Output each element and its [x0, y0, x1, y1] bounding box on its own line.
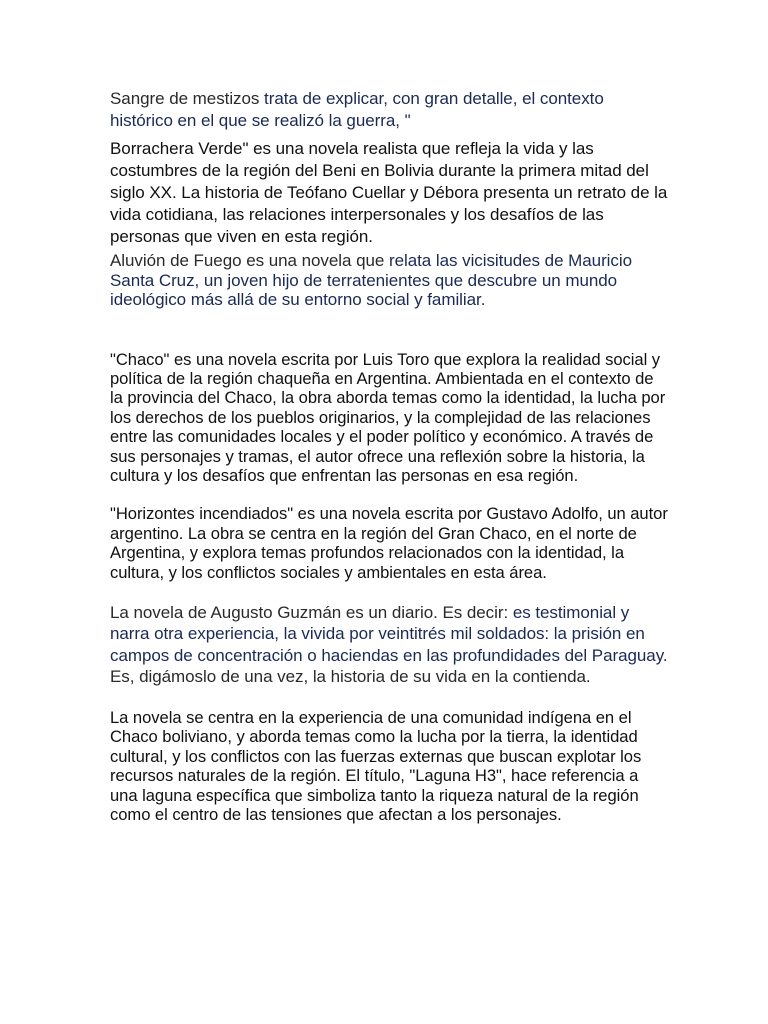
paragraph-aluvion-de-fuego: [110, 251, 670, 310]
paragraph-horizontes-incendiados: "Horizontes incendiados" es una novela escrita por Gustavo Adolfo, un autor argentino. La obra se centra en la región del Gran Chaco, en el norte de Argentina, y explora temas profundos relacionados con la identidad, la cultura, y los conflictos sociales y ambientales en esta área.: [110, 504, 668, 582]
paragraph-text: . Es, digámoslo de una vez, la historia de su vida en la contienda.: [110, 645, 668, 687]
paragraph-lead: Sangre de mestizos: [110, 89, 265, 108]
paragraph-quote: es testimonial y narra otra experiencia, la vivida por veintitrés mil soldados: la prisión en campos de concentración o haciendas en las profundidades del Paraguay: [110, 602, 663, 665]
paragraph-augusto-guzman: [110, 602, 670, 688]
paragraph-text: trata de explicar, con gran detalle, el contexto histórico en el que se realizó la guerra, ": [110, 89, 604, 130]
paragraph-text: relata las vicisitudes de Mauricio Santa Cruz, un joven hijo de terratenientes que descubre un mundo ideológico más allá de su entorno social y familiar.: [110, 251, 632, 309]
paragraph-chaco: "Chaco" es una novela escrita por Luis Toro que explora la realidad social y política de la región chaqueña en Argentina. Ambientada en el contexto de la provincia del Chaco, la obra aborda temas como la identidad, la lucha por los derechos de los pueblos originarios, y la complejidad de las relaciones entre las comunidades locales y el poder político y económico. A través de sus personajes y tramas, el autor ofrece una reflexión sobre la historia, la cultura y los desafíos que enfrentan las personas en esa región.: [110, 349, 666, 485]
paragraph-lead: Aluvión de Fuego es una novela que: [110, 251, 389, 270]
paragraph-laguna-h3: La novela se centra en la experiencia de una comunidad indígena en el Chaco boliviano, y aborda temas como la lucha por la tierra, la identidad cultural, y los conflictos con las fuerzas externas que buscan explotar los recursos naturales de la región. El título, "Laguna H3", hace referencia a una laguna específica que simboliza tanto la riqueza natural de la región como el centro de las tensiones que afectan a los personajes.: [110, 707, 642, 824]
paragraph-lead: La novela de Augusto Guzmán es un diario. Es decir:: [110, 602, 513, 622]
document-page: [110, 88, 670, 824]
paragraph-borrachera-verde: Borrachera Verde" es una novela realista que refleja la vida y las costumbres de la región del Beni en Bolivia durante la primera mitad del siglo XX. La historia de Teófano Cuellar y Débora presenta un retrato de la vida cotidiana, las relaciones interpersonales y los desafíos de las personas que viven en esta región.: [110, 139, 668, 246]
paragraph-sangre-de-mestizos: [110, 88, 670, 131]
